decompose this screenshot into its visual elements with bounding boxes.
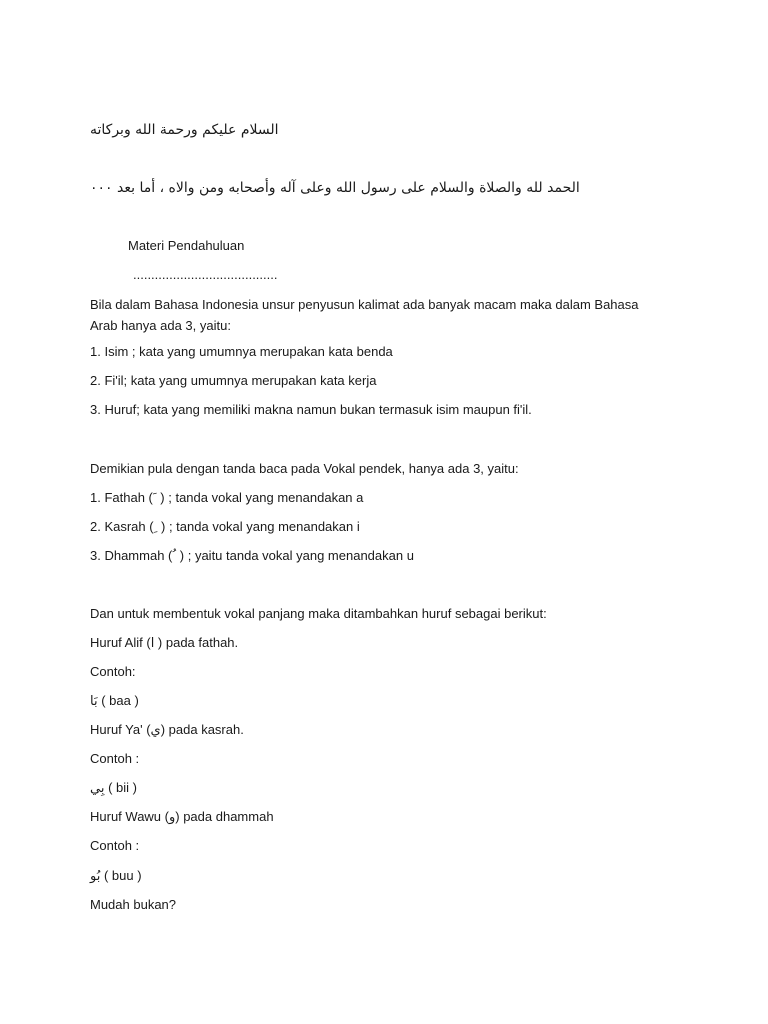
list-item xyxy=(90,721,244,740)
part-text: 2. Fi'il; kata yang umumnya merupakan kata kerja xyxy=(90,373,377,388)
example-text: بَا ( baa ) xyxy=(90,693,139,708)
list-item xyxy=(90,547,414,566)
part-text: 1. Isim ; kata yang umumnya merupakan kata benda xyxy=(90,344,393,359)
vowel-text: 1. Fathah ( َ ) ; tanda vokal yang menandakan a xyxy=(90,490,364,505)
list-item xyxy=(90,372,376,391)
list-item xyxy=(90,692,139,711)
dotted-separator: ........................................ xyxy=(133,267,278,282)
section-title: Materi Pendahuluan xyxy=(128,238,245,253)
arabic-opening: الحمد لله والصلاة والسلام على رسول الله وعلى آله وأصحابه ومن والاه ، أما بعد ٠٠٠ xyxy=(90,180,580,196)
list-item xyxy=(90,343,393,362)
list-item xyxy=(90,779,137,798)
list-item xyxy=(90,401,532,420)
vowel-text: 3. Dhammah ( ُ ) ; yaitu tanda vokal yang menandakan u xyxy=(90,548,414,563)
rule-text: Huruf Wawu (و) pada dhammah xyxy=(90,809,274,824)
example-text: بُو ( buu ) xyxy=(90,868,142,883)
section-heading xyxy=(128,237,244,256)
rule-text: Huruf Alif (ا ) pada fathah. xyxy=(90,635,239,650)
intro-paragraph: Bila dalam Bahasa Indonesia unsur penyusun kalimat ada banyak macam maka dalam Bahasa Arab hanya ada 3, yaitu: xyxy=(90,297,639,333)
list-item xyxy=(90,867,142,886)
vowel-text: 2. Kasrah ( ِ ) ; tanda vokal yang menandakan i xyxy=(90,519,360,534)
list-item xyxy=(90,518,360,537)
long-vowel-intro: Dan untuk membentuk vokal panjang maka ditambahkan huruf sebagai berikut: xyxy=(90,606,547,621)
vowel-intro: Demikian pula dengan tanda baca pada Vokal pendek, hanya ada 3, yaitu: xyxy=(90,461,519,476)
example-label: Contoh : xyxy=(90,751,140,766)
closing-text: Mudah bukan? xyxy=(90,897,177,912)
list-item xyxy=(90,634,238,653)
list-item xyxy=(90,489,363,508)
example-text: بِي ( bii ) xyxy=(90,780,137,795)
arabic-greeting: السلام عليكم ورحمة الله وبركاته xyxy=(90,122,279,138)
rule-text: Huruf Ya' (ي) pada kasrah. xyxy=(90,722,244,737)
example-label: Contoh: xyxy=(90,664,136,679)
example-label: Contoh : xyxy=(90,838,140,853)
list-item xyxy=(90,808,274,827)
part-text: 3. Huruf; kata yang memiliki makna namun bukan termasuk isim maupun fi'il. xyxy=(90,402,532,417)
